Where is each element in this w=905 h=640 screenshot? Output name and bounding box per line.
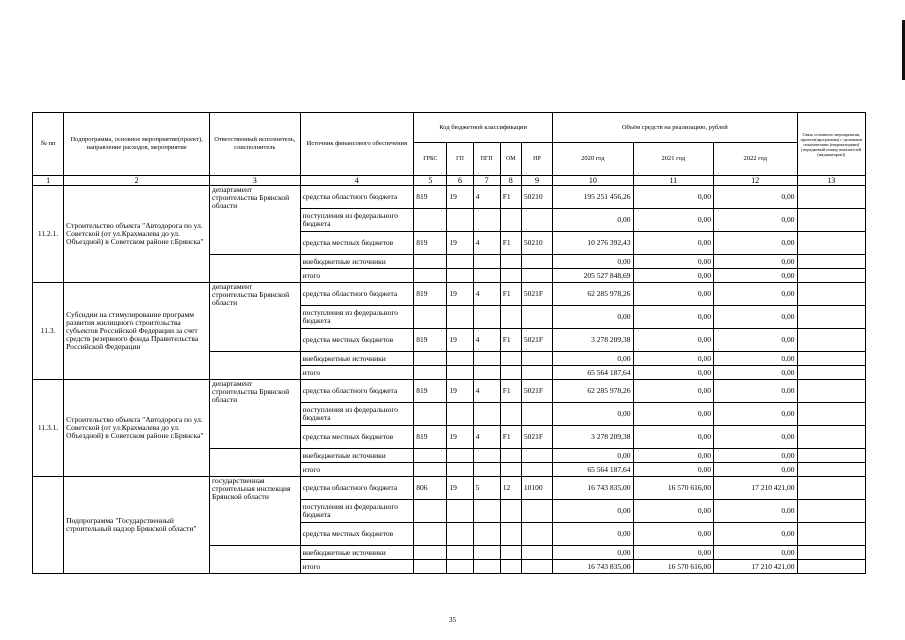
indicator-link	[797, 283, 866, 306]
header-pgp: ПГП	[473, 143, 500, 176]
responsible-empty	[210, 255, 301, 283]
amount-y2021: 0,00	[633, 463, 713, 477]
code-om	[500, 366, 521, 380]
code-pgp	[473, 560, 500, 574]
code-gp	[447, 500, 473, 523]
col-number: 7	[473, 176, 500, 186]
activity-name: Строительство объекта "Автодорога по ул. Советской (от ул.Крахмалева до ул. Объездной) в Советском районе г.Брянска"	[64, 380, 210, 477]
code-nr	[521, 269, 552, 283]
amount-y2021: 0,00	[633, 403, 713, 426]
indicator-link	[797, 380, 866, 403]
code-om: 12	[500, 477, 521, 500]
indicator-link	[797, 209, 866, 232]
header-om: ОМ	[500, 143, 521, 176]
financing-source: внебюджетные источники	[300, 449, 414, 463]
col-number: 12	[714, 176, 797, 186]
code-grbs	[414, 255, 447, 269]
amount-y2020: 0,00	[553, 352, 633, 366]
code-gp	[447, 560, 473, 574]
amount-y2020: 16 743 835,00	[553, 477, 633, 500]
code-grbs: 806	[414, 477, 447, 500]
code-gp	[447, 403, 473, 426]
code-nr	[521, 366, 552, 380]
code-grbs	[414, 403, 447, 426]
col-number: 1	[33, 176, 64, 186]
responsible-executor: департамент строительства Брянской области	[210, 283, 301, 352]
amount-y2021: 0,00	[633, 380, 713, 403]
code-nr	[521, 560, 552, 574]
amount-y2021: 0,00	[633, 232, 713, 255]
amount-y2022: 0,00	[714, 546, 797, 560]
indicator-link	[797, 523, 866, 546]
code-gp: 19	[447, 426, 473, 449]
code-om	[500, 560, 521, 574]
code-pgp: 4	[473, 232, 500, 255]
code-nr	[521, 403, 552, 426]
code-nr	[521, 500, 552, 523]
code-grbs	[414, 269, 447, 283]
table-body	[33, 186, 866, 574]
header-grbs: ГРБС	[414, 143, 447, 176]
indicator-link	[797, 546, 866, 560]
code-nr: 50210	[521, 232, 552, 255]
code-grbs	[414, 463, 447, 477]
amount-y2022: 17 210 421,00	[714, 477, 797, 500]
indicator-link	[797, 500, 866, 523]
financing-source: поступления из федерального бюджета	[300, 209, 414, 232]
code-nr: 5021F	[521, 283, 552, 306]
financing-source: внебюджетные источники	[300, 352, 414, 366]
code-nr	[521, 463, 552, 477]
responsible-empty	[210, 449, 301, 477]
header-link: Связь основного мероприятия, проекта(программы) с целевыми показателями (индикаторами) (порядковый номер показателей (индикаторов))	[797, 113, 866, 176]
code-om	[500, 449, 521, 463]
code-om	[500, 500, 521, 523]
header-nr: НР	[521, 143, 552, 176]
amount-y2021: 0,00	[633, 329, 713, 352]
code-grbs	[414, 449, 447, 463]
amount-y2020: 10 276 392,43	[553, 232, 633, 255]
amount-y2022: 0,00	[714, 186, 797, 209]
code-pgp: 5	[473, 477, 500, 500]
col-number: 9	[521, 176, 552, 186]
code-nr	[521, 255, 552, 269]
code-om	[500, 269, 521, 283]
financing-source: итого	[300, 366, 414, 380]
code-nr	[521, 209, 552, 232]
financing-source: средства местных бюджетов	[300, 232, 414, 255]
code-nr: 5021F	[521, 380, 552, 403]
amount-y2022: 0,00	[714, 500, 797, 523]
amount-y2022: 0,00	[714, 329, 797, 352]
amount-y2022: 0,00	[714, 403, 797, 426]
financing-source: внебюджетные источники	[300, 546, 414, 560]
code-grbs	[414, 366, 447, 380]
code-om: F1	[500, 329, 521, 352]
code-grbs	[414, 209, 447, 232]
code-om	[500, 403, 521, 426]
code-om: F1	[500, 186, 521, 209]
indicator-link	[797, 329, 866, 352]
code-grbs	[414, 546, 447, 560]
header-subprogram: Подпрограмма, основное мероприятие(проект), направление расходов, мероприятие	[64, 113, 210, 176]
amount-y2020: 3 278 209,38	[553, 426, 633, 449]
amount-y2020: 16 743 835,00	[553, 560, 633, 574]
table-row	[33, 283, 866, 306]
indicator-link	[797, 186, 866, 209]
financing-source: средства местных бюджетов	[300, 523, 414, 546]
amount-y2021: 0,00	[633, 366, 713, 380]
indicator-link	[797, 352, 866, 366]
amount-y2022: 0,00	[714, 463, 797, 477]
amount-y2022: 0,00	[714, 352, 797, 366]
responsible-executor: департамент строительства Брянской области	[210, 380, 301, 449]
amount-y2022: 0,00	[714, 449, 797, 463]
amount-y2021: 0,00	[633, 500, 713, 523]
code-gp	[447, 209, 473, 232]
financing-source: итого	[300, 560, 414, 574]
code-grbs: 819	[414, 186, 447, 209]
code-nr	[521, 523, 552, 546]
code-gp: 19	[447, 283, 473, 306]
financing-source: средства местных бюджетов	[300, 426, 414, 449]
amount-y2022: 17 210 421,00	[714, 560, 797, 574]
amount-y2020: 62 285 978,26	[553, 380, 633, 403]
code-nr	[521, 306, 552, 329]
code-pgp	[473, 403, 500, 426]
code-om	[500, 352, 521, 366]
financing-source: средства областного бюджета	[300, 186, 414, 209]
code-gp	[447, 366, 473, 380]
amount-y2022: 0,00	[714, 426, 797, 449]
financing-source: средства областного бюджета	[300, 477, 414, 500]
column-number-row	[33, 176, 866, 186]
code-nr: 5021F	[521, 329, 552, 352]
financing-source: поступления из федерального бюджета	[300, 500, 414, 523]
code-gp: 19	[447, 477, 473, 500]
amount-y2021: 16 570 616,00	[633, 560, 713, 574]
code-grbs: 819	[414, 329, 447, 352]
financing-source: поступления из федерального бюджета	[300, 306, 414, 329]
indicator-link	[797, 560, 866, 574]
code-gp: 19	[447, 232, 473, 255]
responsible-executor: департамент строительства Брянской области	[210, 186, 301, 255]
row-number: 11.2.1.	[33, 186, 64, 283]
amount-y2022: 0,00	[714, 209, 797, 232]
financing-source: внебюджетные источники	[300, 255, 414, 269]
row-number: 11.3.1.	[33, 380, 64, 477]
code-pgp: 4	[473, 426, 500, 449]
row-number: 11.3.	[33, 283, 64, 380]
code-gp	[447, 449, 473, 463]
code-pgp	[473, 366, 500, 380]
amount-y2021: 0,00	[633, 523, 713, 546]
header-financing-source: Источник финансового обеспечения	[300, 113, 414, 176]
amount-y2020: 205 527 848,69	[553, 269, 633, 283]
table-row	[33, 186, 866, 209]
code-gp: 19	[447, 186, 473, 209]
code-om	[500, 523, 521, 546]
code-nr	[521, 546, 552, 560]
activity-name: Субсидии на стимулирование программ развития жилищного строительства субъектов Российской Федерации за счет средств резервного фонда Правительства Российской Федерации	[64, 283, 210, 380]
col-number: 2	[64, 176, 210, 186]
indicator-link	[797, 366, 866, 380]
header-year-2020: 2020 год	[553, 143, 633, 176]
code-gp: 19	[447, 380, 473, 403]
amount-y2021: 0,00	[633, 306, 713, 329]
amount-y2021: 0,00	[633, 283, 713, 306]
indicator-link	[797, 306, 866, 329]
header-budget-code: Код бюджетной классификации	[414, 113, 553, 143]
header-year-2022: 2022 год	[714, 143, 797, 176]
budget-table	[32, 112, 866, 574]
code-pgp	[473, 209, 500, 232]
amount-y2022: 0,00	[714, 255, 797, 269]
code-grbs: 819	[414, 426, 447, 449]
indicator-link	[797, 255, 866, 269]
code-nr: 10100	[521, 477, 552, 500]
code-om	[500, 255, 521, 269]
code-om: F1	[500, 380, 521, 403]
code-pgp: 4	[473, 329, 500, 352]
col-number: 4	[300, 176, 414, 186]
table-row	[33, 477, 866, 500]
financing-source: средства местных бюджетов	[300, 329, 414, 352]
code-om: F1	[500, 283, 521, 306]
code-pgp: 4	[473, 283, 500, 306]
code-pgp	[473, 546, 500, 560]
code-gp: 19	[447, 329, 473, 352]
responsible-empty	[210, 352, 301, 380]
header-responsible: Ответственный исполнитель, соисполнитель	[210, 113, 301, 176]
amount-y2020: 65 564 187,64	[553, 366, 633, 380]
code-pgp	[473, 352, 500, 366]
code-grbs	[414, 306, 447, 329]
amount-y2021: 0,00	[633, 186, 713, 209]
code-pgp	[473, 449, 500, 463]
amount-y2020: 0,00	[553, 449, 633, 463]
indicator-link	[797, 426, 866, 449]
header-year-2021: 2021 год	[633, 143, 713, 176]
code-gp	[447, 306, 473, 329]
col-number: 13	[797, 176, 866, 186]
indicator-link	[797, 269, 866, 283]
financing-source: средства областного бюджета	[300, 380, 414, 403]
indicator-link	[797, 403, 866, 426]
code-nr: 5021F	[521, 426, 552, 449]
activity-name: Строительство объекта "Автодорога по ул. Советской (от ул.Крахмалева до ул. Объездной) в Советском районе г.Брянска"	[64, 186, 210, 283]
code-pgp	[473, 269, 500, 283]
code-om	[500, 463, 521, 477]
amount-y2020: 0,00	[553, 500, 633, 523]
code-om: F1	[500, 232, 521, 255]
header-volume: Объём средств на реализацию, рублей	[553, 113, 797, 143]
code-gp	[447, 546, 473, 560]
amount-y2020: 0,00	[553, 403, 633, 426]
amount-y2020: 195 251 456,26	[553, 186, 633, 209]
code-pgp	[473, 500, 500, 523]
col-number: 6	[447, 176, 473, 186]
code-om: F1	[500, 426, 521, 449]
amount-y2021: 0,00	[633, 449, 713, 463]
col-number: 10	[553, 176, 633, 186]
amount-y2021: 0,00	[633, 352, 713, 366]
code-gp	[447, 523, 473, 546]
amount-y2020: 0,00	[553, 546, 633, 560]
col-number: 3	[210, 176, 301, 186]
code-pgp: 4	[473, 380, 500, 403]
code-om	[500, 546, 521, 560]
amount-y2022: 0,00	[714, 232, 797, 255]
code-pgp	[473, 463, 500, 477]
amount-y2020: 0,00	[553, 523, 633, 546]
code-gp	[447, 269, 473, 283]
header-num: № пп	[33, 113, 64, 176]
amount-y2021: 0,00	[633, 426, 713, 449]
code-gp	[447, 463, 473, 477]
financing-source: поступления из федерального бюджета	[300, 403, 414, 426]
amount-y2022: 0,00	[714, 269, 797, 283]
col-number: 5	[414, 176, 447, 186]
indicator-link	[797, 463, 866, 477]
code-om	[500, 306, 521, 329]
page-number: 35	[449, 616, 456, 624]
code-grbs: 819	[414, 283, 447, 306]
code-grbs	[414, 560, 447, 574]
indicator-link	[797, 449, 866, 463]
row-number	[33, 477, 64, 574]
code-grbs: 819	[414, 232, 447, 255]
amount-y2020: 0,00	[553, 255, 633, 269]
amount-y2022: 0,00	[714, 306, 797, 329]
code-grbs	[414, 352, 447, 366]
amount-y2021: 0,00	[633, 255, 713, 269]
responsible-executor: государственная строительная инспекция Брянской области	[210, 477, 301, 546]
code-gp	[447, 352, 473, 366]
amount-y2020: 0,00	[553, 306, 633, 329]
indicator-link	[797, 232, 866, 255]
code-pgp	[473, 255, 500, 269]
amount-y2022: 0,00	[714, 283, 797, 306]
amount-y2021: 16 570 616,00	[633, 477, 713, 500]
col-number: 8	[500, 176, 521, 186]
amount-y2020: 3 278 209,38	[553, 329, 633, 352]
financing-source: итого	[300, 269, 414, 283]
code-grbs	[414, 523, 447, 546]
amount-y2022: 0,00	[714, 523, 797, 546]
code-grbs: 819	[414, 380, 447, 403]
code-pgp	[473, 523, 500, 546]
header-gp: ГП	[447, 143, 473, 176]
code-gp	[447, 255, 473, 269]
code-pgp	[473, 306, 500, 329]
code-grbs	[414, 500, 447, 523]
amount-y2022: 0,00	[714, 366, 797, 380]
amount-y2020: 0,00	[553, 209, 633, 232]
amount-y2022: 0,00	[714, 380, 797, 403]
amount-y2020: 65 564 187,64	[553, 463, 633, 477]
col-number: 11	[633, 176, 713, 186]
financing-source: итого	[300, 463, 414, 477]
code-om	[500, 209, 521, 232]
code-nr	[521, 352, 552, 366]
table-row	[33, 380, 866, 403]
amount-y2021: 0,00	[633, 209, 713, 232]
amount-y2021: 0,00	[633, 546, 713, 560]
activity-name: Подпрограмма "Государственный строительный надзор Брянской области"	[64, 477, 210, 574]
amount-y2021: 0,00	[633, 269, 713, 283]
code-nr	[521, 449, 552, 463]
code-pgp: 4	[473, 186, 500, 209]
financing-source: средства областного бюджета	[300, 283, 414, 306]
code-nr: 50210	[521, 186, 552, 209]
indicator-link	[797, 477, 866, 500]
responsible-empty	[210, 546, 301, 574]
amount-y2020: 62 285 978,26	[553, 283, 633, 306]
